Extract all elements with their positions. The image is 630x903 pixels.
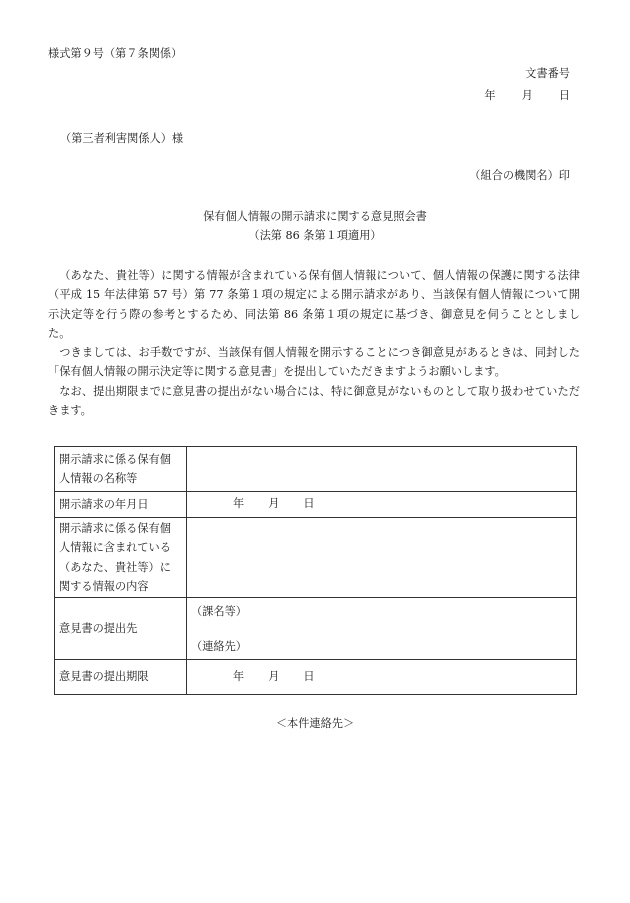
contact-label: （連絡先） [191, 639, 247, 653]
document-title: 保有個人情報の開示請求に関する意見照会書 [203, 210, 427, 223]
table-row [55, 598, 577, 660]
date-day: 日 [303, 669, 315, 683]
body-text [48, 266, 580, 420]
label-submission-destination: 意見書の提出先 [55, 598, 187, 660]
date-year: 年 [233, 669, 245, 683]
field-info-name[interactable] [187, 447, 577, 492]
body-paragraph: なお、提出期限までに意見書の提出がない場合には、特に御意見がないものとして取り扱わせていただきます。 [48, 384, 580, 418]
issuer: （組合の機関名）印 [469, 169, 570, 182]
label-request-date: 開示請求の年月日 [55, 492, 187, 518]
label-info-content: 開示請求に係る保有個人情報に含まれている（あなた、貴社等）に関する情報の内容 [55, 518, 187, 598]
addressee: （第三者利害関係人）様 [60, 132, 184, 145]
document-date [484, 88, 570, 105]
info-table [54, 446, 577, 695]
date-year: 年 [233, 497, 245, 511]
form-number: 様式第９号（第７条関係） [48, 47, 183, 60]
field-submission-destination[interactable] [187, 598, 577, 660]
document-number: 文書番号 [525, 67, 570, 80]
date-day: 日 [558, 89, 570, 102]
contact-section-label: ＜本件連絡先＞ [275, 717, 355, 730]
table-row [55, 518, 577, 598]
date-day: 日 [303, 497, 315, 511]
label-submission-deadline: 意見書の提出期限 [55, 660, 187, 695]
field-submission-deadline[interactable] [187, 660, 577, 695]
field-request-date[interactable] [187, 492, 577, 518]
date-month: 月 [268, 497, 280, 511]
date-year: 年 [484, 89, 496, 102]
body-paragraph: つきましては、お手数ですが、当該保有個人情報を開示することにつき御意見があるときは、同封した「保有個人情報の開示決定等に関する意見書」を提出していただきますようお願いします。 [48, 346, 580, 379]
document-subtitle: （法第 86 条第１項適用） [248, 229, 382, 242]
date-month: 月 [521, 89, 533, 102]
body-paragraph: （あなた、貴社等）に関する情報が含まれている保有個人情報について、個人情報の保護に関する法律（平成 15 年法律第 57 号）第 77 条第１項の規定による開示請求があり、当該保有個人情報について開示決定等を行う際の参考とするため、同法第 86 条第１項の規定に基づき、御意見を伺うこととしました。 [48, 269, 580, 340]
date-month: 月 [268, 669, 280, 683]
table-row [55, 492, 577, 518]
label-info-name: 開示請求に係る保有個人情報の名称等 [55, 447, 187, 492]
table-row [55, 447, 577, 492]
field-info-content[interactable] [187, 518, 577, 598]
table-row [55, 660, 577, 695]
section-name-label: （課名等） [191, 604, 247, 618]
